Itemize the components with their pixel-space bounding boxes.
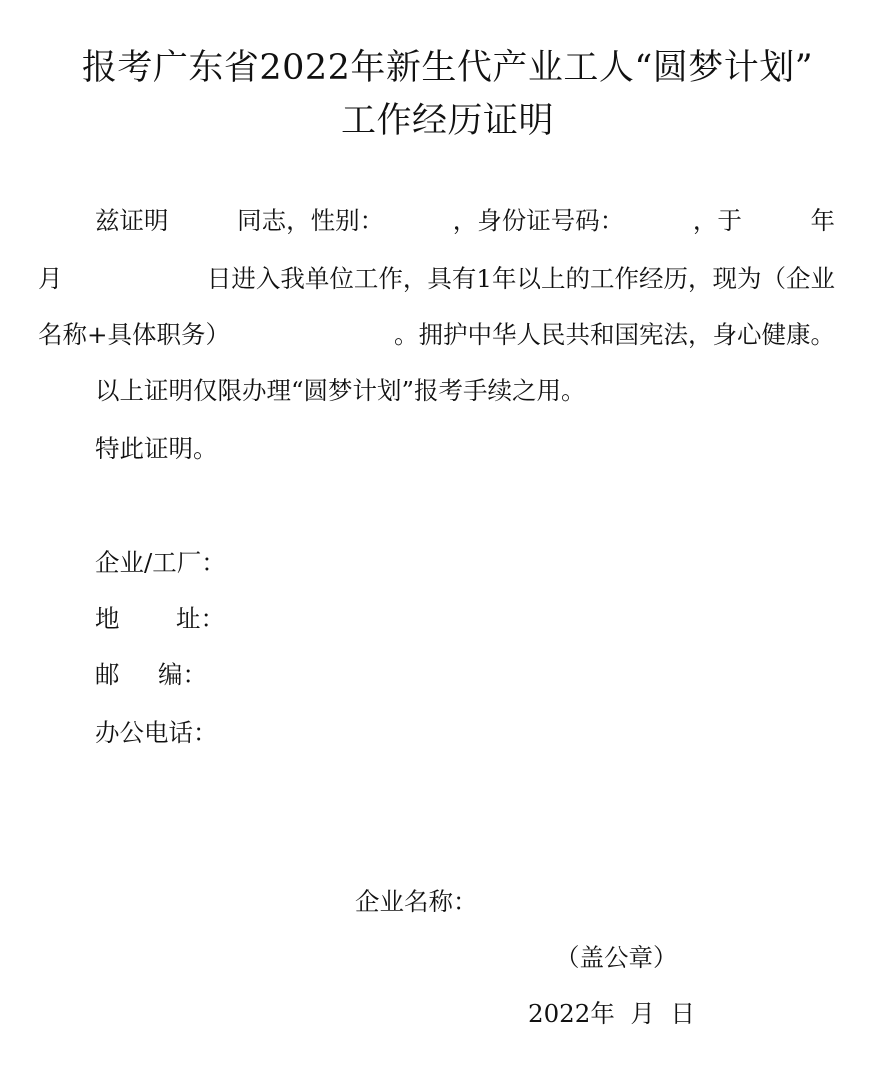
text-segment: ，身份证号码： xyxy=(452,206,625,235)
text-segment: 兹证明 xyxy=(95,206,169,235)
address-field-label xyxy=(95,604,225,634)
text-segment: 名称+具体职务） xyxy=(38,320,231,349)
text-segment: 月 xyxy=(38,264,63,293)
label-part: 邮 xyxy=(95,660,120,689)
text-segment: 年 xyxy=(810,206,835,235)
company-field-label: 企业/工厂： xyxy=(95,548,226,577)
document-title-line-1: 报考广东省2022年新生代产业工人“圆梦计划” xyxy=(81,48,814,88)
document-title-line-2: 工作经历证明 xyxy=(340,101,554,141)
label-part: 地 xyxy=(95,604,120,633)
text-segment: 同志，性别： xyxy=(237,206,385,235)
closing-statement: 特此证明。 xyxy=(95,434,218,463)
office-phone-field-label: 办公电话： xyxy=(95,718,218,747)
usage-restriction-statement: 以上证明仅限办理“圆梦计划”报考手续之用。 xyxy=(95,376,586,405)
postcode-field-label xyxy=(95,660,207,690)
label-part: 址： xyxy=(176,604,225,633)
label-part: 编： xyxy=(158,660,207,689)
company-name-signature-label: 企业名称： xyxy=(355,887,478,916)
certificate-paragraph-line-3 xyxy=(38,320,835,350)
text-segment: ，于 xyxy=(692,206,742,235)
certificate-paragraph-line-1 xyxy=(95,206,835,236)
date-label: 2022年 月 日 xyxy=(528,999,696,1028)
certificate-paragraph-line-2 xyxy=(38,264,835,294)
text-segment: 。拥护中华人民共和国宪法，身心健康。 xyxy=(394,320,835,349)
official-seal-label: （盖公章） xyxy=(555,943,678,972)
text-segment: 日进入我单位工作，具有1年以上的工作经历，现为（企业 xyxy=(206,264,835,293)
